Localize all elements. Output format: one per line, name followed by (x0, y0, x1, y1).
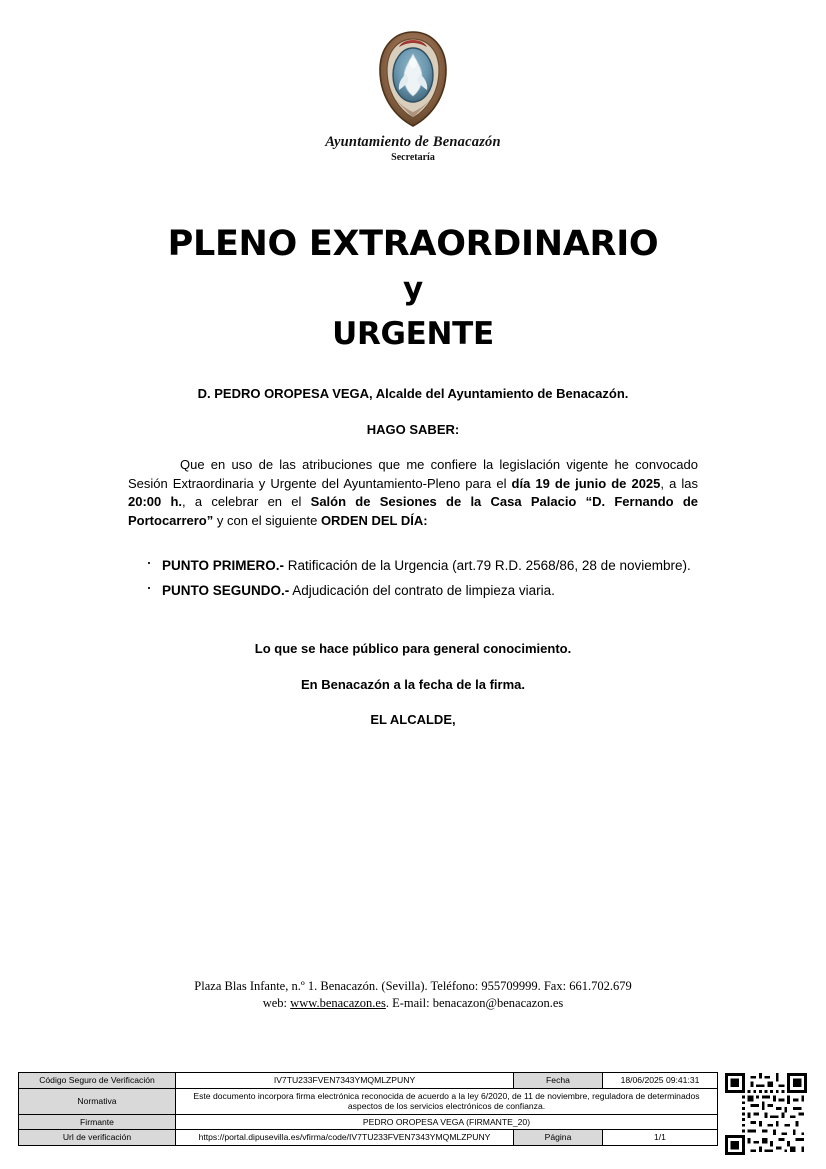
verification-area (18, 1072, 808, 1156)
footer-address (0, 978, 826, 1012)
agenda-item-label: PUNTO SEGUNDO.- (162, 583, 290, 598)
table-row (19, 1114, 718, 1130)
paragraph-part-3: , a celebrar en el (182, 494, 311, 509)
agenda-item-text: Ratificación de la Urgencia (art.79 R.D. 2568/86, 28 de noviembre). (284, 558, 691, 573)
list-item (128, 556, 698, 575)
page-value: 1/1 (603, 1130, 718, 1146)
date-value: 18/06/2025 09:41:31 (603, 1073, 718, 1089)
paragraph-bold-venue: Salón de Sesiones de la Casa Palacio “D. Fernando de Portocarrero” (128, 494, 698, 528)
agenda-item-text: Adjudicación del contrato de limpieza viaria. (289, 583, 555, 598)
csv-label: Código Seguro de Verificación (19, 1073, 176, 1089)
place-date-line: En Benacazón a la fecha de la firma. (301, 676, 525, 692)
document-header (0, 30, 826, 163)
qr-code-icon (724, 1072, 808, 1156)
public-notice-line: Lo que se hace público para general conocimiento. (254, 641, 572, 656)
agenda-item-label: PUNTO PRIMERO.- (162, 558, 285, 573)
paragraph-bold-date: día 19 de junio de 2025 (511, 475, 661, 491)
signer-label: Firmante (19, 1114, 176, 1130)
verification-url-value[interactable] (176, 1130, 514, 1146)
title-line-2: y (403, 271, 423, 307)
verification-url-label: Url de verificación (19, 1130, 176, 1146)
paragraph-bold-time: 20:00 h. (128, 494, 183, 509)
verification-url-link[interactable]: https://portal.dipusevilla.es/vfirma/code/IV7TU233FVEN7343YMQMLZPUNY (198, 1132, 491, 1142)
page-label: Página (514, 1130, 603, 1146)
document-body (128, 385, 698, 729)
normative-label: Normativa (19, 1088, 176, 1114)
title-line-1: PLENO EXTRAORDINARIO (167, 224, 659, 264)
verification-table (18, 1072, 718, 1146)
table-row (19, 1130, 718, 1146)
normative-value: Este documento incorpora firma electrónica reconocida de acuerdo a la ley 6/2020, de 11 de noviembre, reguladora de determinados aspectos de los servicios electrónicos de confianza. (176, 1088, 718, 1114)
table-row (19, 1073, 718, 1089)
website-link[interactable]: www.benacazon.es (290, 996, 386, 1010)
mayor-line: D. PEDRO OROPESA VEGA, Alcalde del Ayuntamiento de Benacazón. (197, 386, 629, 401)
date-label: Fecha (514, 1073, 603, 1089)
web-prefix: web: (262, 996, 291, 1010)
title-line-3: URGENTE (332, 316, 494, 352)
entity-name: Ayuntamiento de Benacazón (325, 134, 501, 150)
address-line: Plaza Blas Infante, n.º 1. Benacazón. (Sevilla). Teléfono: 955709999. Fax: 661.702.679 (194, 979, 632, 993)
paragraph-part-2: , a las (660, 475, 698, 491)
paragraph-bold-agenda: ORDEN DEL DÍA: (320, 512, 428, 528)
paragraph-part-4: y con el siguiente (213, 512, 321, 528)
csv-value: IV7TU233FVEN7343YMQMLZPUNY (176, 1073, 514, 1089)
web-email-line (0, 995, 826, 1012)
email-text: . E-mail: benacazon@benacazon.es (385, 996, 564, 1010)
coat-of-arms-icon (376, 30, 450, 128)
signer-value: PEDRO OROPESA VEGA (FIRMANTE_20) (176, 1114, 718, 1130)
signature-label: EL ALCALDE, (370, 712, 456, 727)
paragraph-part-1: Que en uso de las atribuciones que me confiere la legislación vigente he convocado Sesión Extraordinaria y Urgente del Ayuntamiento-Pleno para el (128, 457, 698, 491)
list-item (128, 581, 698, 600)
crest-wrapper (0, 30, 826, 128)
convocation-paragraph (128, 456, 698, 530)
agenda-list (128, 556, 698, 600)
page-title (0, 222, 826, 357)
table-row (19, 1088, 718, 1114)
department-name: Secretaría (391, 152, 435, 163)
declaration-line: HAGO SABER: (366, 421, 460, 437)
